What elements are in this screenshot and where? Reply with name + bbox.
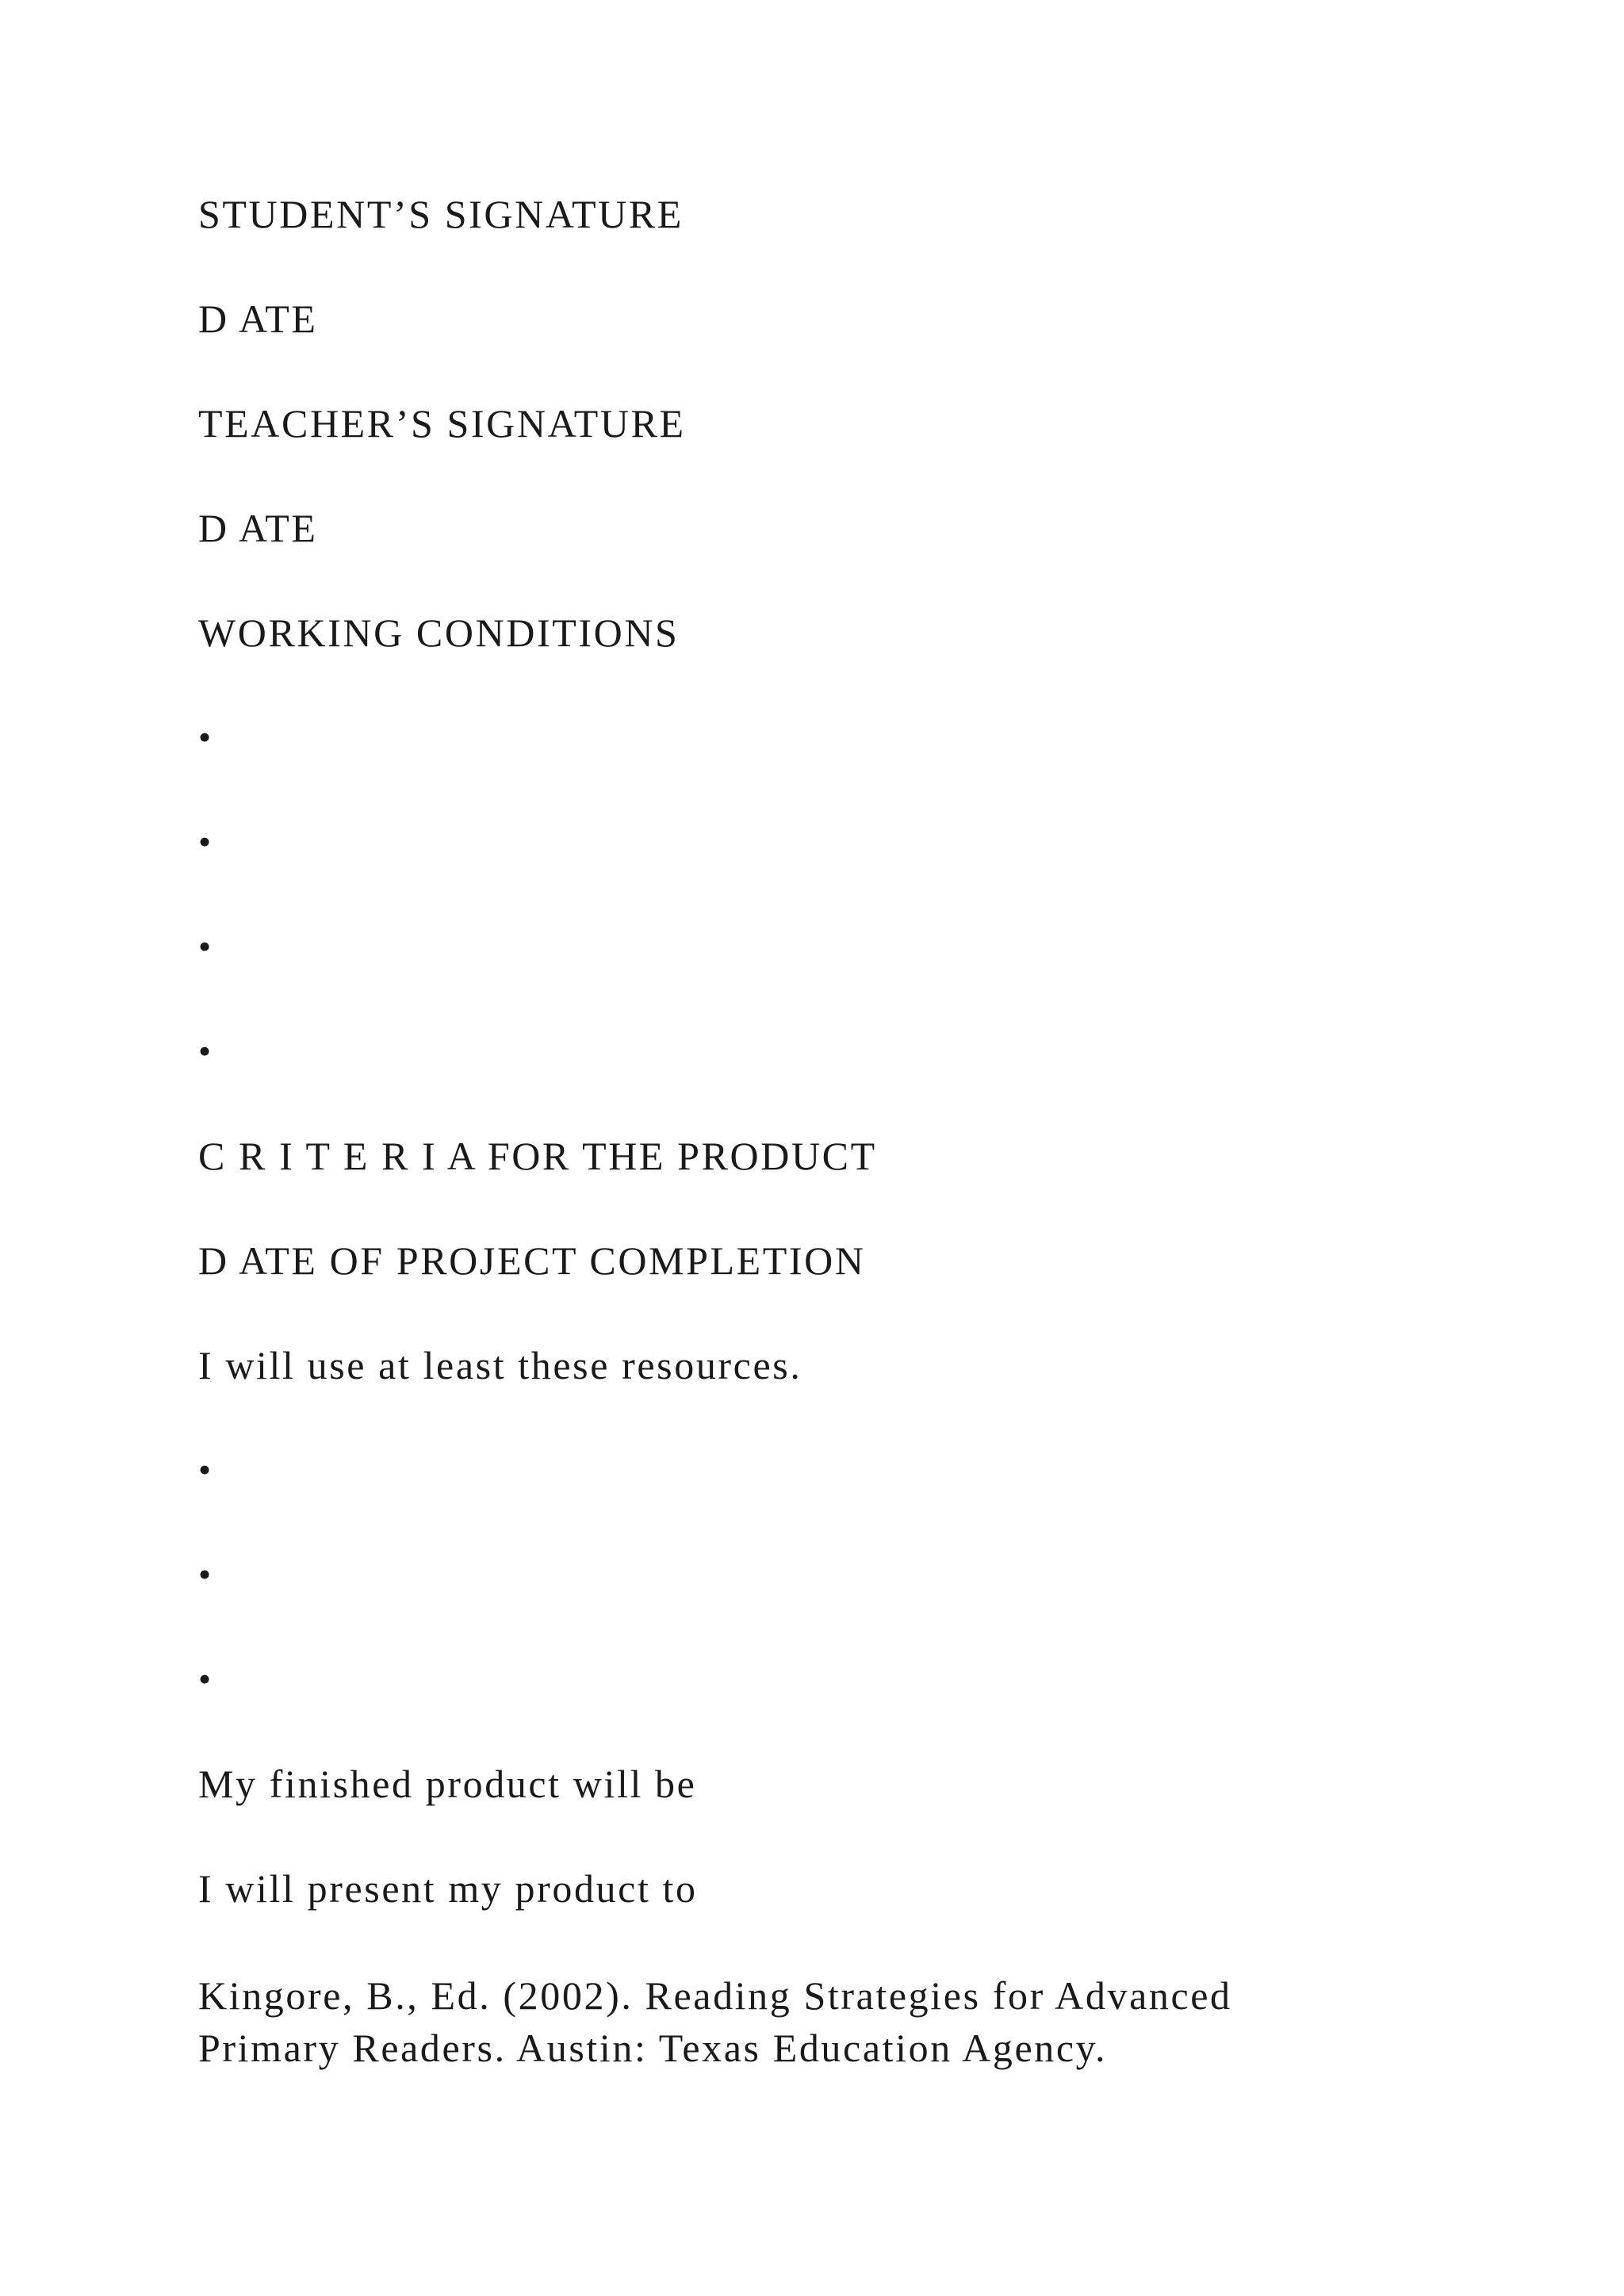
criteria-heading: C R I T E R I A FOR THE PRODUCT — [198, 1134, 877, 1178]
reference-line: Primary Readers. Austin: Texas Education Agency. — [198, 2026, 1108, 2070]
reference-citation — [198, 1969, 1467, 2074]
bullet-item: • — [198, 1031, 212, 1071]
working-conditions-heading: WORKING CONDITIONS — [198, 610, 680, 655]
bullet-item: • — [198, 926, 212, 966]
finished-product-text: My finished product will be — [198, 1762, 697, 1806]
bullet-item: • — [198, 717, 212, 757]
bullet-item: • — [198, 1449, 212, 1490]
present-product-text: I will present my product to — [198, 1866, 698, 1911]
date-label: D ATE — [198, 506, 318, 550]
teacher-signature-label: TEACHER’S SIGNATURE — [198, 401, 686, 446]
document-page — [198, 190, 1467, 2074]
bullet-item: • — [198, 1659, 212, 1699]
reference-line: Kingore, B., Ed. (2002). Reading Strategies for Advanced — [198, 1973, 1232, 2018]
bullet-item: • — [198, 1554, 212, 1594]
date-of-completion-label: D ATE OF PROJECT COMPLETION — [198, 1238, 866, 1283]
date-label: D ATE — [198, 297, 318, 341]
resources-text: I will use at least these resources. — [198, 1343, 802, 1387]
student-signature-label: STUDENT’S SIGNATURE — [198, 192, 684, 236]
bullet-item: • — [198, 821, 212, 862]
